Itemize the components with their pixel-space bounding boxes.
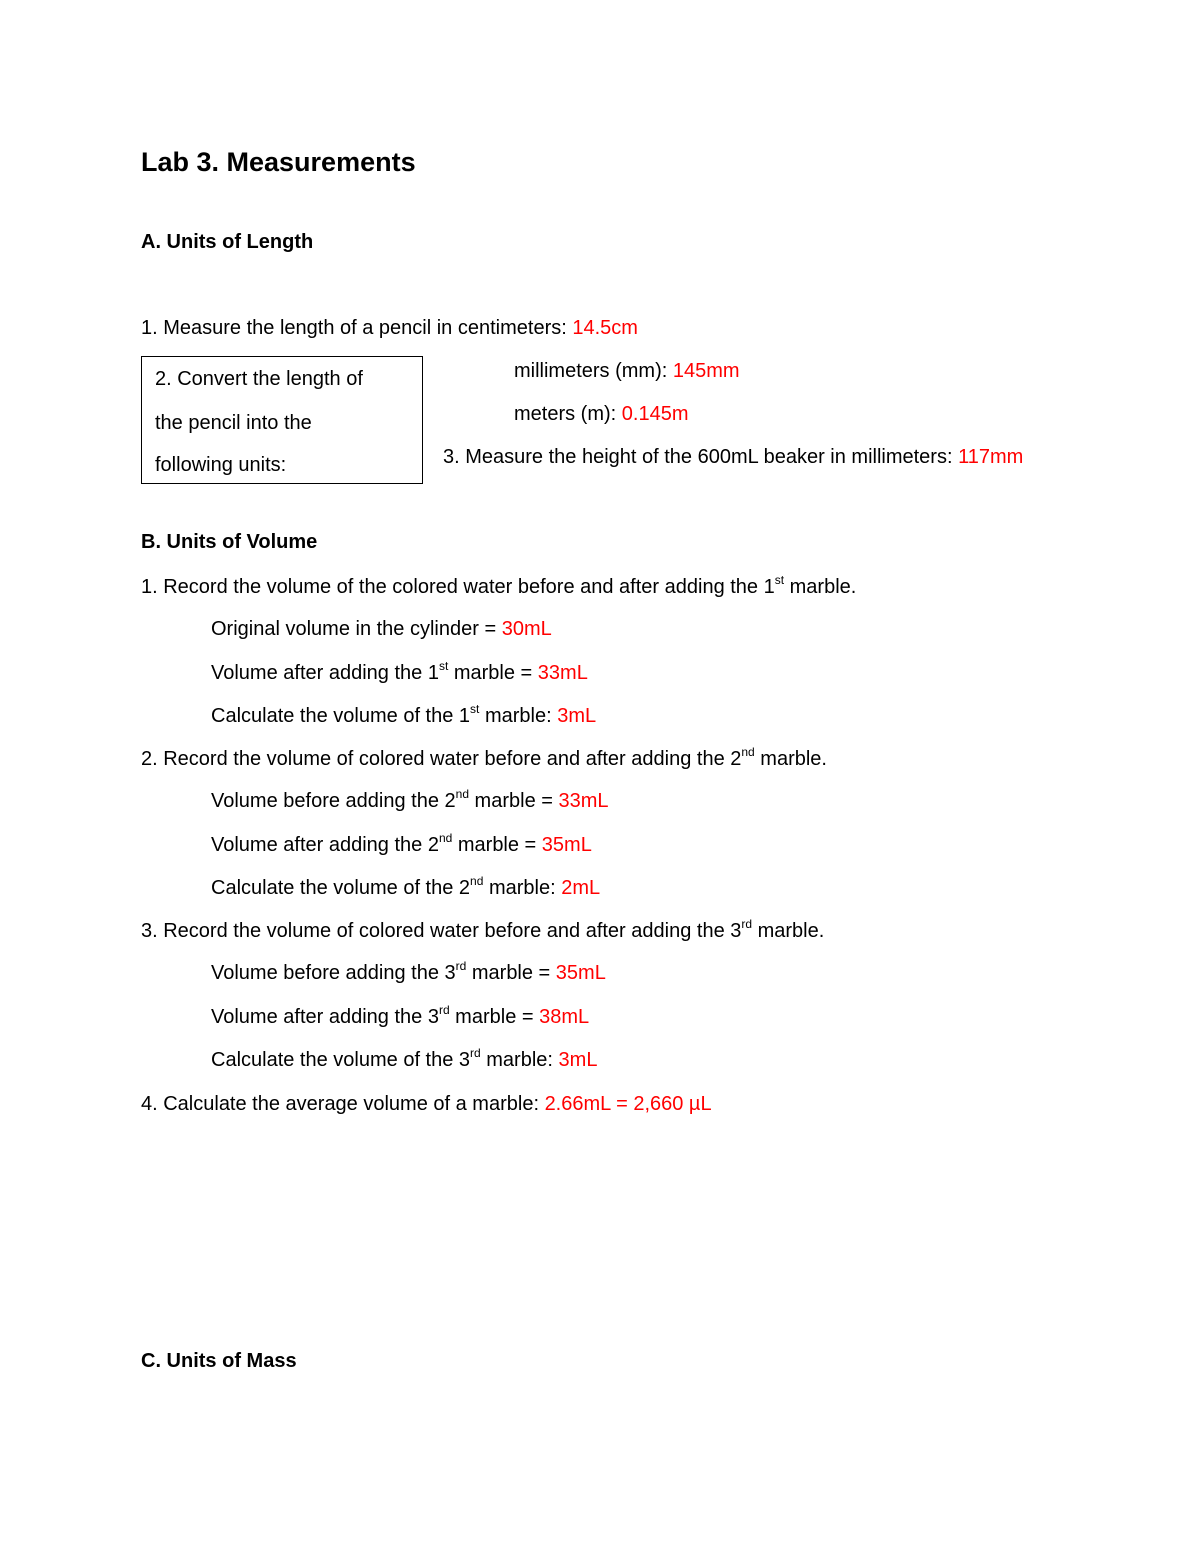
question-b2 [141, 746, 827, 772]
ordinal-sup: st [470, 702, 480, 717]
b3-after-label-end: marble = [449, 1006, 540, 1028]
b2-calc-answer: 2mL [561, 877, 601, 899]
section-c-heading: C. Units of Mass [141, 1350, 297, 1372]
b3-calc-label: Calculate the volume of the 3 [211, 1049, 471, 1071]
question-b3-text-end: marble. [752, 920, 825, 942]
b2-before-label: Volume before adding the 2 [211, 790, 456, 812]
page-title: Lab 3. Measurements [141, 147, 416, 177]
question-b3-text: 3. Record the volume of colored water before and after adding the 3 [141, 920, 742, 942]
question-b1 [141, 574, 856, 600]
question-b1-text: 1. Record the volume of the colored water before and after adding the 1 [141, 576, 775, 598]
ordinal-sup: st [438, 659, 449, 674]
ordinal-sup: st [774, 573, 785, 588]
b2-calc-volume [211, 875, 600, 901]
b2-before-volume [211, 788, 609, 814]
box-line-3: following units: [155, 454, 287, 476]
question-b4 [141, 1091, 712, 1117]
section-a-heading: A. Units of Length [141, 231, 314, 253]
b1-calc-label: Calculate the volume of the 1 [211, 705, 471, 727]
ordinal-sup: nd [438, 831, 453, 846]
question-a3 [443, 444, 1023, 470]
answer-a3: 117mm [958, 446, 1024, 468]
b1-calc-answer: 3mL [557, 705, 597, 727]
answer-m: 0.145m [621, 403, 689, 425]
question-b1-text-end: marble. [784, 576, 857, 598]
b1-original-volume [211, 616, 552, 642]
b2-after-answer: 35mL [541, 834, 592, 856]
b2-before-label-end: marble = [469, 790, 559, 812]
convert-mm [514, 358, 740, 384]
b1-calc-label-end: marble: [479, 705, 558, 727]
ordinal-sup: nd [741, 745, 755, 760]
question-b3 [141, 918, 824, 944]
b3-before-answer: 35mL [555, 962, 606, 984]
b2-calc-label: Calculate the volume of the 2 [211, 877, 471, 899]
b2-after-label-end: marble = [452, 834, 542, 856]
convert-mm-label: millimeters (mm): [514, 360, 673, 382]
answer-mm: 145mm [672, 360, 740, 382]
b3-calc-label-end: marble: [480, 1049, 559, 1071]
question-b2-text-end: marble. [754, 748, 827, 770]
b3-calc-volume [211, 1047, 597, 1073]
ordinal-sup: rd [438, 1003, 450, 1018]
b2-after-volume [211, 832, 592, 858]
b1-original-answer: 30mL [501, 618, 552, 640]
b3-after-answer: 38mL [539, 1006, 590, 1028]
question-b2-text: 2. Record the volume of colored water before and after adding the 2 [141, 748, 742, 770]
b1-after-label: Volume after adding the 1 [211, 662, 439, 684]
ordinal-sup: nd [470, 874, 484, 889]
question-a1 [141, 315, 638, 341]
section-b-heading: B. Units of Volume [141, 531, 318, 553]
question-a3-text: 3. Measure the height of the 600mL beaker in millimeters: [443, 446, 959, 468]
b1-calc-volume [211, 703, 596, 729]
b2-before-answer: 33mL [558, 790, 609, 812]
b2-after-label: Volume after adding the 2 [211, 834, 439, 856]
convert-m-label: meters (m): [514, 403, 622, 425]
question-b4-text: 4. Calculate the average volume of a marble: [141, 1093, 545, 1115]
b1-after-label-end: marble = [448, 662, 538, 684]
convert-m [514, 401, 689, 427]
b3-after-label: Volume after adding the 3 [211, 1006, 439, 1028]
b3-before-label: Volume before adding the 3 [211, 962, 456, 984]
box-line-1: 2. Convert the length of [155, 368, 363, 390]
b1-after-answer: 33mL [537, 662, 588, 684]
b3-before-label-end: marble = [466, 962, 556, 984]
ordinal-sup: rd [470, 1046, 481, 1061]
b3-calc-answer: 3mL [558, 1049, 598, 1071]
b2-calc-label-end: marble: [483, 877, 562, 899]
b1-after-volume [211, 660, 588, 686]
ordinal-sup: rd [741, 917, 753, 932]
b1-original-label: Original volume in the cylinder = [211, 618, 502, 640]
ordinal-sup: nd [455, 787, 469, 802]
b3-after-volume [211, 1004, 589, 1030]
question-a1-text: 1. Measure the length of a pencil in centimeters: [141, 317, 573, 339]
answer-a1: 14.5cm [572, 317, 638, 339]
b3-before-volume [211, 960, 606, 986]
convert-units-box [141, 356, 423, 484]
box-line-2: the pencil into the [155, 412, 312, 434]
answer-b4: 2.66mL = 2,660 µL [544, 1093, 712, 1115]
ordinal-sup: rd [455, 959, 467, 974]
